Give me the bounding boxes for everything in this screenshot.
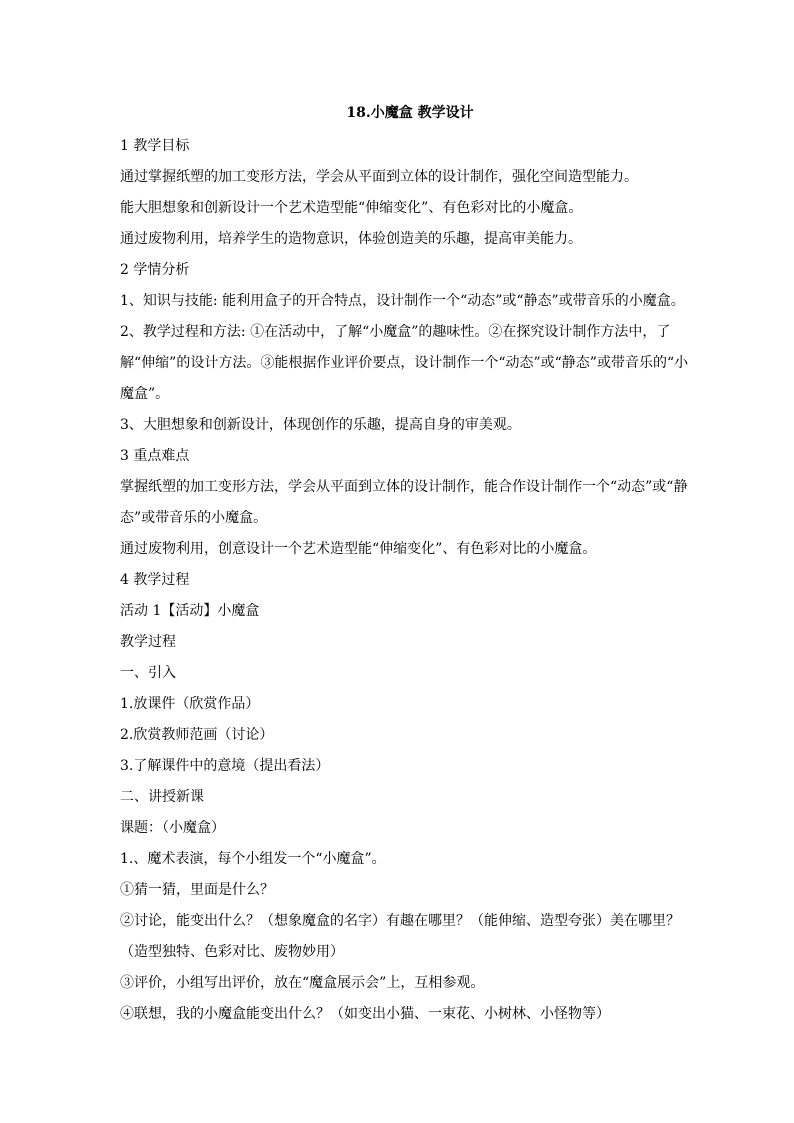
analysis-item-2-line-1: 2、教学过程和方法: ①在活动中，了解“小魔盒”的趣味性。②在探究设计制作方法中，了	[120, 324, 671, 340]
process-subheading: 教学过程	[120, 634, 176, 650]
lesson-subitem-1: ①猜一猜，里面是什么？	[120, 882, 274, 898]
section-heading-process: 4 教学过程	[120, 572, 190, 588]
objective-3: 通过废物利用，培养学生的造物意识，体验创造美的乐趣，提高审美能力。	[120, 231, 582, 247]
intro-item-2: 2.欣赏教师范画（讨论）	[120, 727, 274, 743]
section-heading-learner-analysis: 2 学情分析	[120, 262, 190, 278]
step-new-lesson-heading: 二、讲授新课	[120, 789, 204, 805]
lesson-subitem-2-line-2: （造型独特、色彩对比、废物妙用）	[120, 944, 344, 960]
intro-item-1: 1.放课件（欣赏作品）	[120, 696, 260, 712]
section-heading-key-points: 3 重点难点	[120, 448, 190, 464]
objective-1: 通过掌握纸塑的加工变形方法，学会从平面到立体的设计制作，强化空间造型能力。	[120, 169, 638, 185]
activity-title: 活动 1【活动】小魔盒	[120, 603, 260, 619]
section-heading-objectives: 1 教学目标	[120, 138, 190, 154]
document-page	[120, 101, 689, 1030]
key-point-2: 通过废物利用，创意设计一个艺术造型能“伸缩变化”、有色彩对比的小魔盒。	[120, 541, 597, 557]
lesson-subitem-2-line-1: ②讨论，能变出什么？（想象魔盒的名字）有趣在哪里？（能伸缩、造型夸张）美在哪里？	[120, 913, 680, 929]
lesson-subitem-3: ③评价，小组写出评价，放在“魔盒展示会”上，互相参观。	[120, 975, 485, 991]
lesson-topic: 课题：（小魔盒）	[120, 820, 225, 836]
step-intro-heading: 一、引入	[120, 665, 176, 681]
document-title: 18.小魔盒 教学设计	[346, 105, 474, 121]
lesson-subitem-4: ④联想，我的小魔盒能变出什么？（如变出小猫、一束花、小树林、小怪物等）	[120, 1006, 610, 1022]
analysis-item-3: 3、大胆想象和创新设计，体现创作的乐趣，提高自身的审美观。	[120, 417, 521, 433]
lesson-item-1: 1.、魔术表演，每个小组发一个“小魔盒”。	[120, 851, 386, 867]
key-point-1-line-2: 态”或带音乐的小魔盒。	[120, 510, 268, 526]
analysis-item-1: 1、知识与技能: 能利用盒子的开合特点，设计制作一个“动态”或“静态”或带音乐的小魔盒。	[120, 293, 685, 309]
objective-2: 能大胆想象和创新设计一个艺术造型能“伸缩变化”、有色彩对比的小魔盒。	[120, 200, 583, 216]
key-point-1-line-1: 掌握纸塑的加工变形方法，学会从平面到立体的设计制作，能合作设计制作一个“动态”或“静	[120, 479, 688, 495]
analysis-item-2-line-2: 解“伸缩”的设计方法。③能根据作业评价要点，设计制作一个“动态”或“静态”或带音乐的“小	[120, 355, 689, 371]
analysis-item-2-line-3: 魔盒”。	[120, 386, 170, 402]
intro-item-3: 3.了解课件中的意境（提出看法）	[120, 758, 330, 774]
